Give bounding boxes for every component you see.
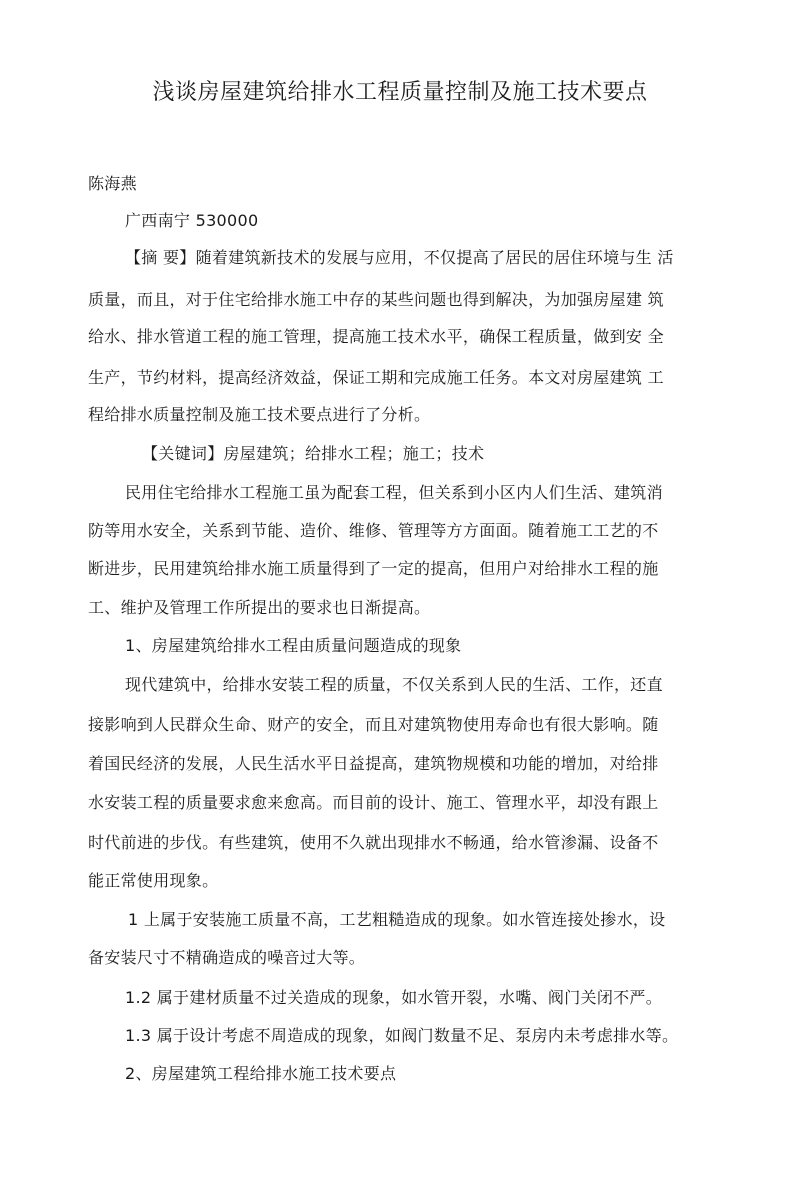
paragraph-line: 备安装尺寸不精确造成的噪音过大等。: [88, 948, 366, 967]
paragraph-line: 水安装工程的质量要求愈来愈高。而目前的设计、施工、管理水平，却没有跟上: [88, 793, 659, 812]
paragraph-line: 1 上属于安装施工质量不高，工艺粗糙造成的现象。如水管连接处掺水，设: [128, 910, 666, 929]
paragraph-line: 着国民经济的发展，人民生活水平日益提高，建筑物规模和功能的增加，对给排: [88, 754, 659, 773]
keywords: 【关键词】房屋建筑；给排水工程；施工；技术: [142, 444, 485, 463]
abstract-line: 【摘 要】随着建筑新技术的发展与应用，不仅提高了居民的居住环境与生 活: [125, 248, 674, 267]
paragraph-line: 时代前进的步伐。有些建筑，使用不久就出现排水不畅通，给水管渗漏、设备不: [88, 833, 659, 852]
paragraph-line: 能正常使用现象。: [88, 871, 219, 890]
section-2-heading: 2、房屋建筑工程给排水施工技术要点: [125, 1064, 397, 1083]
item-1-3: 1.3 属于设计考虑不周造成的现象，如阀门数量不足、泵房内未考虑排水等。: [125, 1026, 679, 1045]
abstract-line: 质量，而且，对于住宅给排水施工中存的某些问题也得到解决，为加强房屋建 筑: [88, 290, 664, 309]
paragraph-line: 现代建筑中，给排水安装工程的质量，不仅关系到人民的生活、工作，还直: [125, 675, 663, 694]
section-1-heading: 1、房屋建筑给排水工程由质量问题造成的现象: [125, 636, 462, 655]
document-title: 浅谈房屋建筑给排水工程质量控制及施工技术要点: [152, 80, 648, 105]
paragraph-line: 工、维护及管理工作所提出的要求也日渐提高。: [88, 598, 431, 617]
abstract-line: 生产，节约材料，提高经济效益，保证工期和完成施工任务。本文对房屋建筑 工: [88, 368, 664, 387]
abstract-line: 程给排水质量控制及施工技术要点进行了分析。: [88, 405, 431, 424]
paragraph-line: 防等用水安全，关系到节能、造价、维修、管理等方方面面。随着施工工艺的不: [88, 521, 659, 540]
paragraph-line: 接影响到人民群众生命、财产的安全，而且对建筑物使用寿命也有很大影响。随: [88, 715, 659, 734]
author-affiliation: 广西南宁 530000: [125, 211, 259, 230]
abstract-line: 给水、排水管道工程的施工管理，提高施工技术水平，确保工程质量，做到安 全: [88, 327, 664, 346]
paragraph-line: 断进步，民用建筑给排水施工质量得到了一定的提高，但用户对给排水工程的施: [88, 559, 659, 578]
author-name: 陈海燕: [88, 174, 137, 193]
item-1-2: 1.2 属于建材质量不过关造成的现象，如水管开裂，水嘴、阀门关闭不严。: [125, 988, 663, 1007]
paragraph-line: 民用住宅给排水工程施工虽为配套工程，但关系到小区内人们生活、建筑消: [125, 483, 663, 502]
